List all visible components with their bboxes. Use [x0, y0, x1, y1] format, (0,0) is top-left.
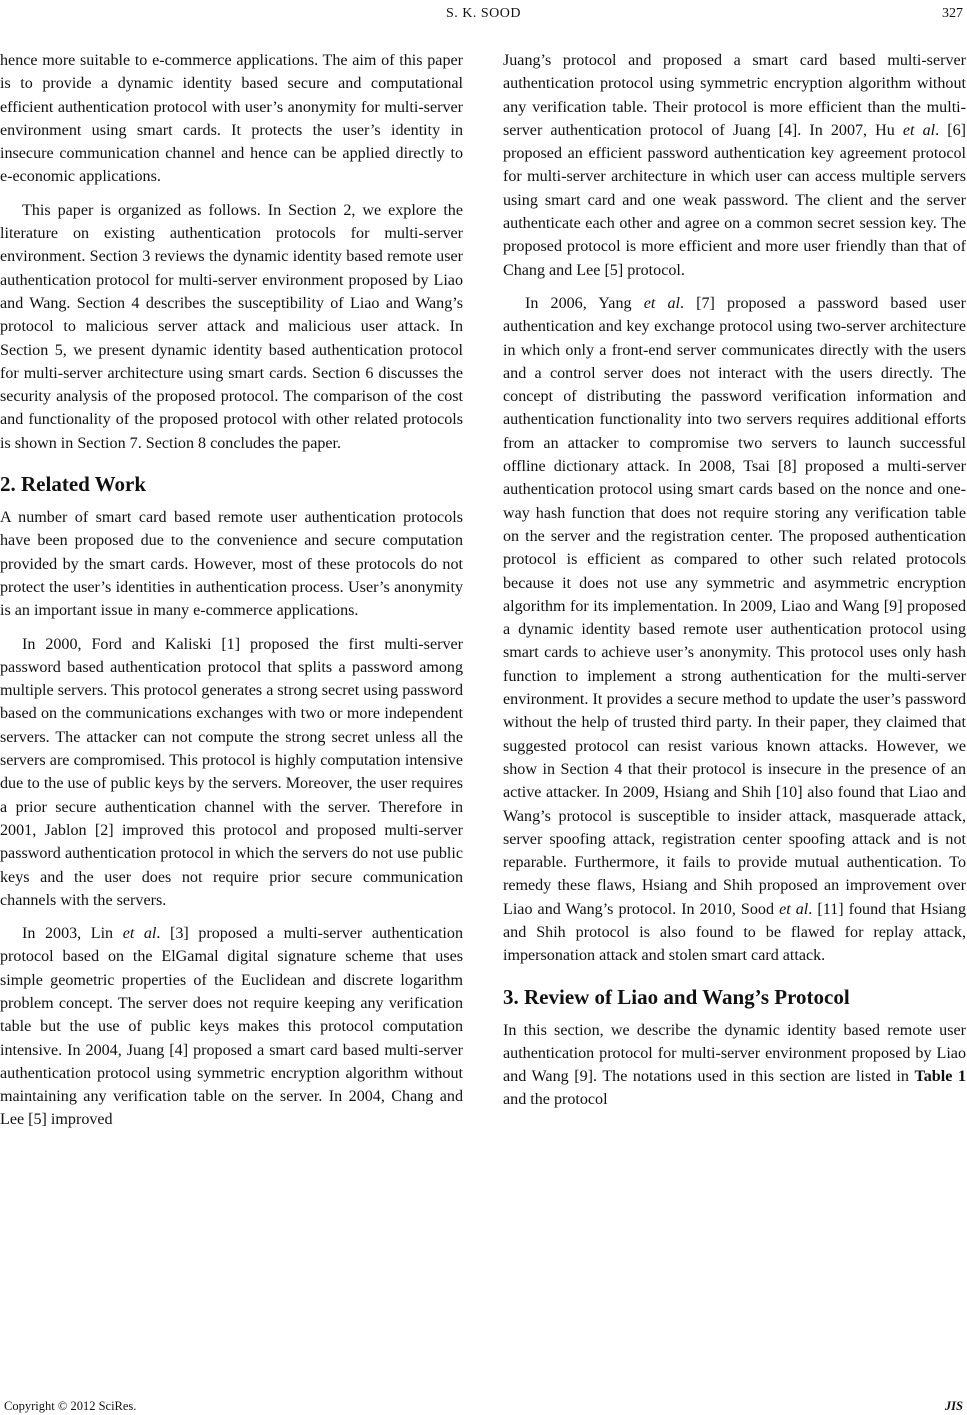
paragraph: A number of smart card based remote user authentication protocols have been proposed due to the convenience and secure computation provided by the smart cards. However, most of these protocols do not protect the user’s identities in authentication process. User’s anonymity is an important issue in many e-commerce applications. — [0, 509, 463, 620]
paragraph — [503, 49, 966, 282]
section-heading: 3. Review of Liao and Wang’s Protocol — [503, 984, 850, 1009]
paragraph: In 2000, Ford and Kaliski [1] proposed the first multi-server password based authentication protocol that splits a password among multiple servers. This protocol generates a strong secret using password based on the communications exchanges with two or more independent servers. The attacker can not compute the strong secret unless all the servers are compromised. This protocol is highly computation intensive due to the use of public keys by the servers. Moreover, the user requires a prior secure authentication channel with the server. Therefore in 2001, Jablon [2] improved this protocol and proposed multi-server password authentication protocol in which the servers do not use public keys and the user does not require prior secure communication channels with the servers. — [0, 635, 463, 909]
page-number: 327 — [942, 6, 963, 21]
left-column — [0, 49, 463, 1394]
text-run: and the protocol — [503, 1091, 608, 1109]
italic-text: et al — [122, 925, 157, 943]
journal-abbreviation: JIS — [944, 1399, 963, 1413]
section-heading: 2. Related Work — [0, 472, 147, 497]
italic-text: et al — [643, 294, 680, 312]
paragraph: This paper is organized as follows. In Section 2, we explore the literature on existing authentication protocols for multi-server environment. Section 3 reviews the dynamic identity based remote user authentication protocol for multi-server environment proposed by Liao and Wang. Section 4 describes the susceptibility of Liao and Wang’s protocol to malicious server attack and malicious user attack. In Section 5, we present dynamic identity based authentication protocol for multi-server architecture using smart cards. Section 6 discusses the security analysis of the proposed protocol. The comparison of the cost and functionality of the proposed protocol with other related protocols is shown in Section 7. Section 8 concludes the paper. — [0, 201, 463, 452]
text-run: . [11] found that Hsiang and Shih protocol is also found to be flawed for replay attack, impersonation attack and stolen smart card attack. — [503, 900, 966, 965]
paragraph — [503, 292, 966, 968]
running-header — [0, 4, 967, 24]
paragraph — [0, 922, 463, 1132]
table-reference: Table 1 — [914, 1068, 966, 1086]
running-title: S. K. SOOD — [445, 6, 521, 21]
right-column — [503, 49, 966, 1394]
text-run: In this section, we describe the dynamic identity based remote user authentication protocol for multi-server environment proposed by Liao and Wang [9]. The notations used in this section are listed in — [503, 1021, 966, 1086]
text-run: In 2006, Yang — [525, 294, 644, 312]
copyright-notice: Copyright © 2012 SciRes. — [4, 1399, 137, 1413]
paragraph: hence more suitable to e-commerce applications. The aim of this paper is to provide a dynamic identity based secure and computational efficient authentication protocol with user’s anonymity for multi-server environment using smart cards. It protects the user’s identity in insecure communication channel and hence can be applied directly to e-economic applications. — [0, 52, 463, 186]
text-run: . [6] proposed an efficient password authentication key agreement protocol for multi-server architecture in which user can access multiple servers using smart card and one weak password. The client and the server authenticate each other and agree on a common secret session key. The proposed protocol is more efficient and more user friendly than that of Chang and Lee [5] protocol. — [503, 121, 966, 279]
paragraph — [503, 1019, 966, 1112]
text-run: . [7] proposed a password based user authentication and key exchange protocol using two-server architecture in which only a front-end server communicates directly with the users and a control server does not interact with the users directly. The concept of distributing the password verification information and authentication functionality into two servers requires additional efforts from an attacker to compromise two servers to launch successful offline dictionary attack. In 2008, Tsai [8] proposed a multi-server authentication protocol using smart cards based on the nonce and one-way hash function that does not require storing any verification table on the server and the registration center. The proposed authentication protocol is efficient as compared to other such related protocols because it does not use any symmetric and asymmetric encryption algorithm for its implementation. In 2009, Liao and Wang [9] proposed a dynamic identity based remote user authentication protocol using smart cards to achieve user’s anonymity. This protocol uses only hash function to implement a strong authentication for the multi-server environment. It provides a secure method to update the user’s password without the help of trusted third party. In their paper, they claimed that suggested protocol can resist various known attacks. However, we show in Section 4 that their protocol is insecure in the presence of an active attacker. In 2009, Hsiang and Shih [10] also found that Liao and Wang’s protocol is susceptible to insider attack, masquerade attack, server spoofing attack, registration center spoofing attack and is not reparable. Furthermore, it fails to provide mutual authentication. To remedy these flaws, Hsiang and Shih proposed an improvement over Liao and Wang’s protocol. In 2010, Sood — [503, 294, 966, 918]
italic-text: et al — [779, 900, 809, 918]
page-footer — [0, 1397, 967, 1415]
italic-text: et al — [902, 121, 936, 139]
text-run: Juang’s protocol and proposed a smart card based multi-server authentication protocol using symmetric encryption algorithm without any verification table. Their protocol is more efficient than the multi-server authentication protocol of Juang [4]. In 2007, Hu — [503, 52, 966, 139]
text-run: In 2003, Lin — [22, 925, 123, 943]
text-run: . [3] proposed a multi-server authentication protocol based on the ElGamal digital signature scheme that uses simple geometric properties of the Euclidean and discrete logarithm problem concept. The server does not require keeping any verification table but the use of public keys makes this protocol computation intensive. In 2004, Juang [4] proposed a smart card based multi-server authentication protocol using symmetric encryption algorithm without maintaining any verification table on the server. In 2004, Chang and Lee [5] improved — [0, 925, 463, 1129]
